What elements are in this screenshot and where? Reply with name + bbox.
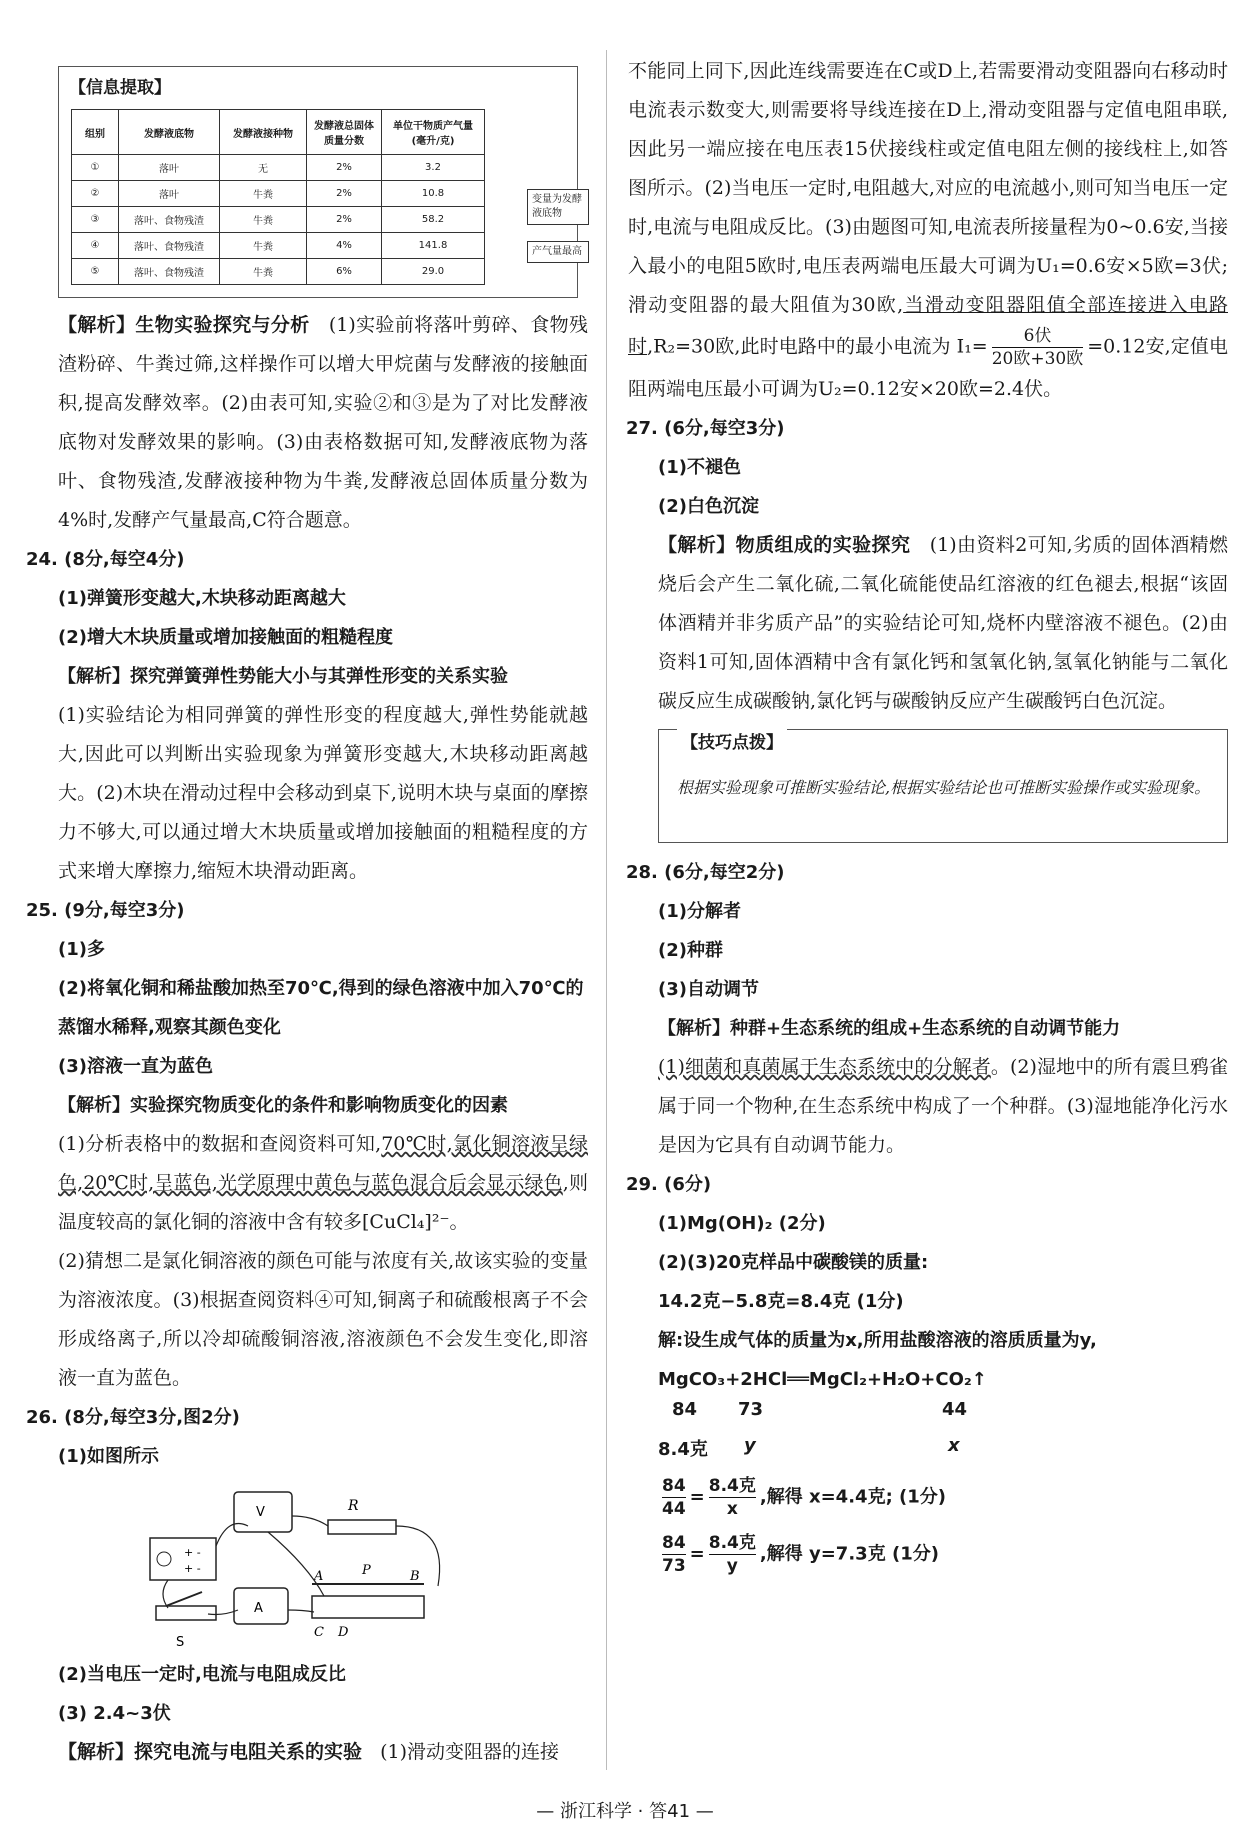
info-box (58, 66, 582, 298)
table-cell: 落叶 (119, 181, 220, 207)
table-header: 发酵液总固体质量分数 (307, 110, 382, 155)
analysis-text: (1)由资料2可知,劣质的固体酒精燃烧后会产生二氧化硫,二氧化硫能使品红溶液的红色褪去,根据“该固体酒精并非劣质产品”的实验结论可知,烧杯内壁溶液不褪色。(2)由资料1可知,固体酒精中含有氯化钙和氢氧化钠,氢氧化钠能与二氧化碳反应生成碳酸钠,氯化钙与碳酸钠反应产生碳酸钙白色沉淀。 (658, 534, 1228, 712)
q27-analysis (628, 526, 1228, 721)
page-footer: — 浙江科学 · 答41 — (536, 1801, 714, 1822)
right-column (628, 52, 1228, 1577)
left-column (28, 52, 588, 1772)
q26-analysis-start (28, 1733, 588, 1772)
table-cell: 落叶 (119, 155, 220, 181)
table-header: 发酵液底物 (119, 110, 220, 155)
q28-header: 28. (6分,每空2分) (626, 862, 785, 883)
q24-answer-1: (1)弹簧形变越大,木块移动距离越大 (58, 588, 346, 609)
voltmeter-label: V (256, 1505, 265, 1520)
analysis-text: (1)实验前将落叶剪碎、食物残渣粉碎、牛粪过筛,这样操作可以增大甲烷菌与发酵液的接触面积,提高发酵效率。(2)由表可知,实验②和③是为了对比发酵液底物对发酵效果的影响。(3)由表格数据可知,发酵液底物为落叶、食物残渣,发酵液接种物为牛粪,发酵液总固体质量分数为4%时,发酵产气量最高,C符合题意。 (58, 314, 588, 531)
table-cell: ⑤ (72, 259, 119, 285)
terminal-b-label: B (410, 1569, 420, 1584)
fraction (662, 1475, 686, 1520)
table-cell: 2% (307, 155, 382, 181)
table-cell: 牛粪 (220, 181, 307, 207)
table-cell: 141.8 (382, 233, 485, 259)
q27-answer-2: (2)白色沉淀 (658, 496, 759, 517)
analysis-text: ,R₂=30欧,此时电路中的最小电流为 I₁= (647, 335, 988, 358)
table-cell: ④ (72, 233, 119, 259)
unknown-x: x (948, 1435, 960, 1456)
table-row (72, 259, 485, 285)
table-cell: 牛粪 (220, 233, 307, 259)
q28-answer-2: (2)种群 (658, 940, 723, 961)
table-cell: ② (72, 181, 119, 207)
analysis-text: 。(2)湿地中的所有震旦鸦雀属于同一个物种,在生态系统中构成了一个种群。(3)湿地能净化污水是因为它具有自动调节能力。 (658, 1056, 1228, 1156)
fraction-bottom: 44 (662, 1499, 686, 1519)
q28-answer-1: (1)分解者 (658, 901, 741, 922)
info-note-max: 产气量最高 (527, 241, 589, 263)
q29-answer-3: 14.2克−5.8克=8.4克 (1分) (658, 1291, 904, 1312)
table-cell: 落叶、食物残渣 (119, 259, 220, 285)
q24-header: 24. (8分,每空4分) (26, 549, 185, 570)
coef-mgco3: 84 (672, 1399, 698, 1420)
table-row (72, 207, 485, 233)
q25-analysis-tag: 【解析】实验探究物质变化的条件和影响物质变化的因素 (58, 1095, 508, 1116)
q28-analysis (628, 1048, 1228, 1165)
fraction (662, 1532, 686, 1577)
q29-solution-intro: 解:设生成气体的质量为x,所用盐酸溶液的溶质质量为y, (658, 1330, 1097, 1351)
table-cell: 58.2 (382, 207, 485, 233)
chemical-equation: MgCO₃+2HCl══MgCl₂+H₂O+CO₂↑ (658, 1369, 987, 1390)
result-y: ,解得 y=7.3克 (1分) (759, 1543, 939, 1565)
q29-answer-2: (2)(3)20克样品中碳酸镁的质量: (658, 1252, 929, 1273)
q25-header: 25. (9分,每空3分) (26, 900, 185, 921)
tip-body: 根据实验现象可推断实验结论,根据实验结论也可推断实验操作或实验现象。 (677, 778, 1211, 797)
q28-analysis-tag: 【解析】种群+生态系统的组成+生态系统的自动调节能力 (658, 1018, 1121, 1039)
table-cell: ③ (72, 207, 119, 233)
q26-answer-1: (1)如图所示 (58, 1446, 159, 1467)
info-note-variable: 变量为发酵液底物 (527, 189, 589, 225)
q27-header: 27. (6分,每空3分) (626, 418, 785, 439)
fraction-top: 8.4克 (708, 1476, 756, 1496)
table-cell: 牛粪 (220, 259, 307, 285)
tip-title: 【技巧点拨】 (677, 728, 787, 753)
table-header: 组别 (72, 110, 119, 155)
analysis-tag: 【解析】探究电流与电阻关系的实验 (58, 1741, 363, 1763)
table-row (72, 181, 485, 207)
table-header-row (72, 110, 485, 155)
q25-answer-1: (1)多 (58, 939, 105, 960)
table-cell: ① (72, 155, 119, 181)
terminal-a-label: A (314, 1569, 324, 1584)
q26-header: 26. (8分,每空3分,图2分) (26, 1407, 240, 1428)
q26-answer-2: (2)当电压一定时,电流与电阻成反比 (58, 1664, 346, 1685)
q24-analysis-tag: 【解析】探究弹簧弹性势能大小与其弹性形变的关系实验 (58, 666, 508, 687)
ammeter-label: A (254, 1601, 263, 1616)
table-cell: 落叶、食物残渣 (119, 233, 220, 259)
q25-analysis-1 (28, 1125, 588, 1242)
fraction (709, 1475, 756, 1520)
table-cell: 4% (307, 233, 382, 259)
fraction-bottom: y (726, 1556, 738, 1576)
table-cell: 牛粪 (220, 207, 307, 233)
svg-text:+ -: + - (184, 1562, 201, 1575)
q28-answer-3: (3)自动调节 (658, 979, 759, 1000)
fraction-top: 8.4克 (708, 1533, 756, 1553)
coef-hcl: 73 (738, 1399, 764, 1420)
table-row (72, 233, 485, 259)
table-cell: 29.0 (382, 259, 485, 285)
slider-p-label: P (362, 1563, 371, 1578)
result-x: ,解得 x=4.4克; (1分) (759, 1486, 947, 1508)
analysis-wavy-text: 70℃时,氯化铜溶液呈绿色,20℃时,呈蓝色,光学原理中黄色与蓝色混合后会显示绿色 (58, 1133, 588, 1194)
fraction-top: 84 (662, 1533, 686, 1553)
table-header: 发酵液接种物 (220, 110, 307, 155)
q24-answer-2: (2)增大木块质量或增加接触面的粗糙程度 (58, 627, 393, 648)
analysis-text: (1)滑动变阻器的连接 (380, 1741, 560, 1763)
equation-coefficients (628, 1399, 1228, 1435)
fraction-bottom: x (726, 1499, 738, 1519)
info-box-title: 【信息提取】 (69, 78, 171, 98)
q26-answer-3: (3) 2.4~3伏 (58, 1703, 171, 1724)
terminal-c-label: C (314, 1625, 324, 1640)
fraction (992, 325, 1084, 370)
terminal-d-label: D (338, 1625, 349, 1640)
mass-mgco3: 8.4克 (658, 1439, 708, 1460)
q27-answer-1: (1)不褪色 (658, 457, 741, 478)
q24-analysis: (1)实验结论为相同弹簧的弹性形变的程度越大,弹性势能就越大,因此可以判断出实验现象为弹簧形变越大,木块移动距离越大。(2)木块在滑动过程中会移动到桌下,说明木块与桌面的摩擦力不够大,可以通过增大木块质量或增加接触面的粗糙程度的方式来增大摩擦力,缩短木块滑动距离。 (58, 704, 588, 882)
analysis-text: (1)分析表格中的数据和查阅资料可知, (58, 1133, 382, 1155)
fraction (709, 1532, 756, 1577)
table-cell: 落叶、食物残渣 (119, 207, 220, 233)
fraction-bottom: 20欧+30欧 (991, 349, 1084, 369)
analysis-text: =0.12安,定值电阻两端电压最小可调为U₂=0.12安×20欧=2.4伏。 (628, 335, 1228, 400)
analysis-underlined-text: 当滑动变阻器阻值全部连接进入电路时 (628, 294, 1228, 358)
fraction-top: 6伏 (992, 325, 1084, 348)
table-cell: 3.2 (382, 155, 485, 181)
tip-box (658, 729, 1228, 843)
circuit-diagram (148, 1486, 548, 1651)
info-table (71, 109, 485, 285)
q29-header: 29. (6分) (626, 1174, 712, 1195)
q25-answer-3: (3)溶液一直为蓝色 (58, 1056, 213, 1077)
q29-answer-1: (1)Mg(OH)₂ (2分) (658, 1213, 826, 1234)
coef-co2: 44 (942, 1399, 968, 1420)
table-cell: 10.8 (382, 181, 485, 207)
resistor-label: R (348, 1498, 359, 1514)
unknown-y: y (744, 1435, 756, 1456)
table-cell: 2% (307, 181, 382, 207)
q25-answer-2: (2)将氧化铜和稀盐酸加热至70℃,得到的绿色溶液中加入70℃的蒸馏水稀释,观察其颜色变化 (58, 978, 584, 1038)
analysis-wavy-text: (1)细菌和真菌属于生态系统中的分解者 (658, 1056, 991, 1078)
ratio-x: $\frac{84}{44}$ = $\frac{\text{8.4克}}{x}$ ,解得 x=4.4克; (1分) (662, 1476, 947, 1519)
table-cell: 无 (220, 155, 307, 181)
table-cell: 2% (307, 207, 382, 233)
switch-label: S (176, 1635, 185, 1650)
analysis-tag: 【解析】生物实验探究与分析 (58, 314, 310, 336)
q25-analysis-2: (2)猜想二是氯化铜溶液的颜色可能与浓度有关,故该实验的变量为溶液浓度。(3)根据查阅资料④可知,铜离子和硫酸根离子不会形成络离子,所以冷却硫酸铜溶液,溶液颜色不会发生变化,即溶液一直为蓝色。 (58, 1250, 588, 1389)
equation-unknowns (628, 1435, 1228, 1471)
table-row (72, 155, 485, 181)
q26-analysis-continued (628, 52, 1228, 409)
fraction-bottom: 73 (662, 1556, 686, 1576)
analysis-text: 不能同上同下,因此连线需要连在C或D上,若需要滑动变阻器向右移动时电流表示数变大,则需要将导线连接在D上,滑动变阻器与定值电阻串联,因此另一端应接在电压表15伏接线柱或定值电阻左侧的接线柱上,如答图所示。(2)当电压一定时,电阻越大,对应的电流越小,则可知当电压一定时,电流与电阻成反比。(3)由题图可知,电流表所接量程为0~0.6安,当接入最小的电阻5欧时,电压表两端电压最大可调为U₁=0.6安×5欧=3伏;滑动变阻器的最大阻值为30欧, (628, 60, 1228, 316)
analysis-text: ,则温度较高的氯化铜的溶液中含有较多[CuCl₄]²⁻。 (58, 1172, 588, 1233)
q23-analysis (28, 306, 588, 540)
table-cell: 6% (307, 259, 382, 285)
ratio-y: $\frac{84}{73}$ = $\frac{\text{8.4克}}{y}$ ,解得 y=7.3克 (1分) (662, 1533, 939, 1576)
column-divider (606, 50, 607, 1770)
svg-text:+ -: + - (184, 1546, 201, 1559)
analysis-tag: 【解析】物质组成的实验探究 (658, 534, 911, 556)
table-header: 单位干物质产气量(毫升/克) (382, 110, 485, 155)
fraction-top: 84 (662, 1476, 686, 1496)
